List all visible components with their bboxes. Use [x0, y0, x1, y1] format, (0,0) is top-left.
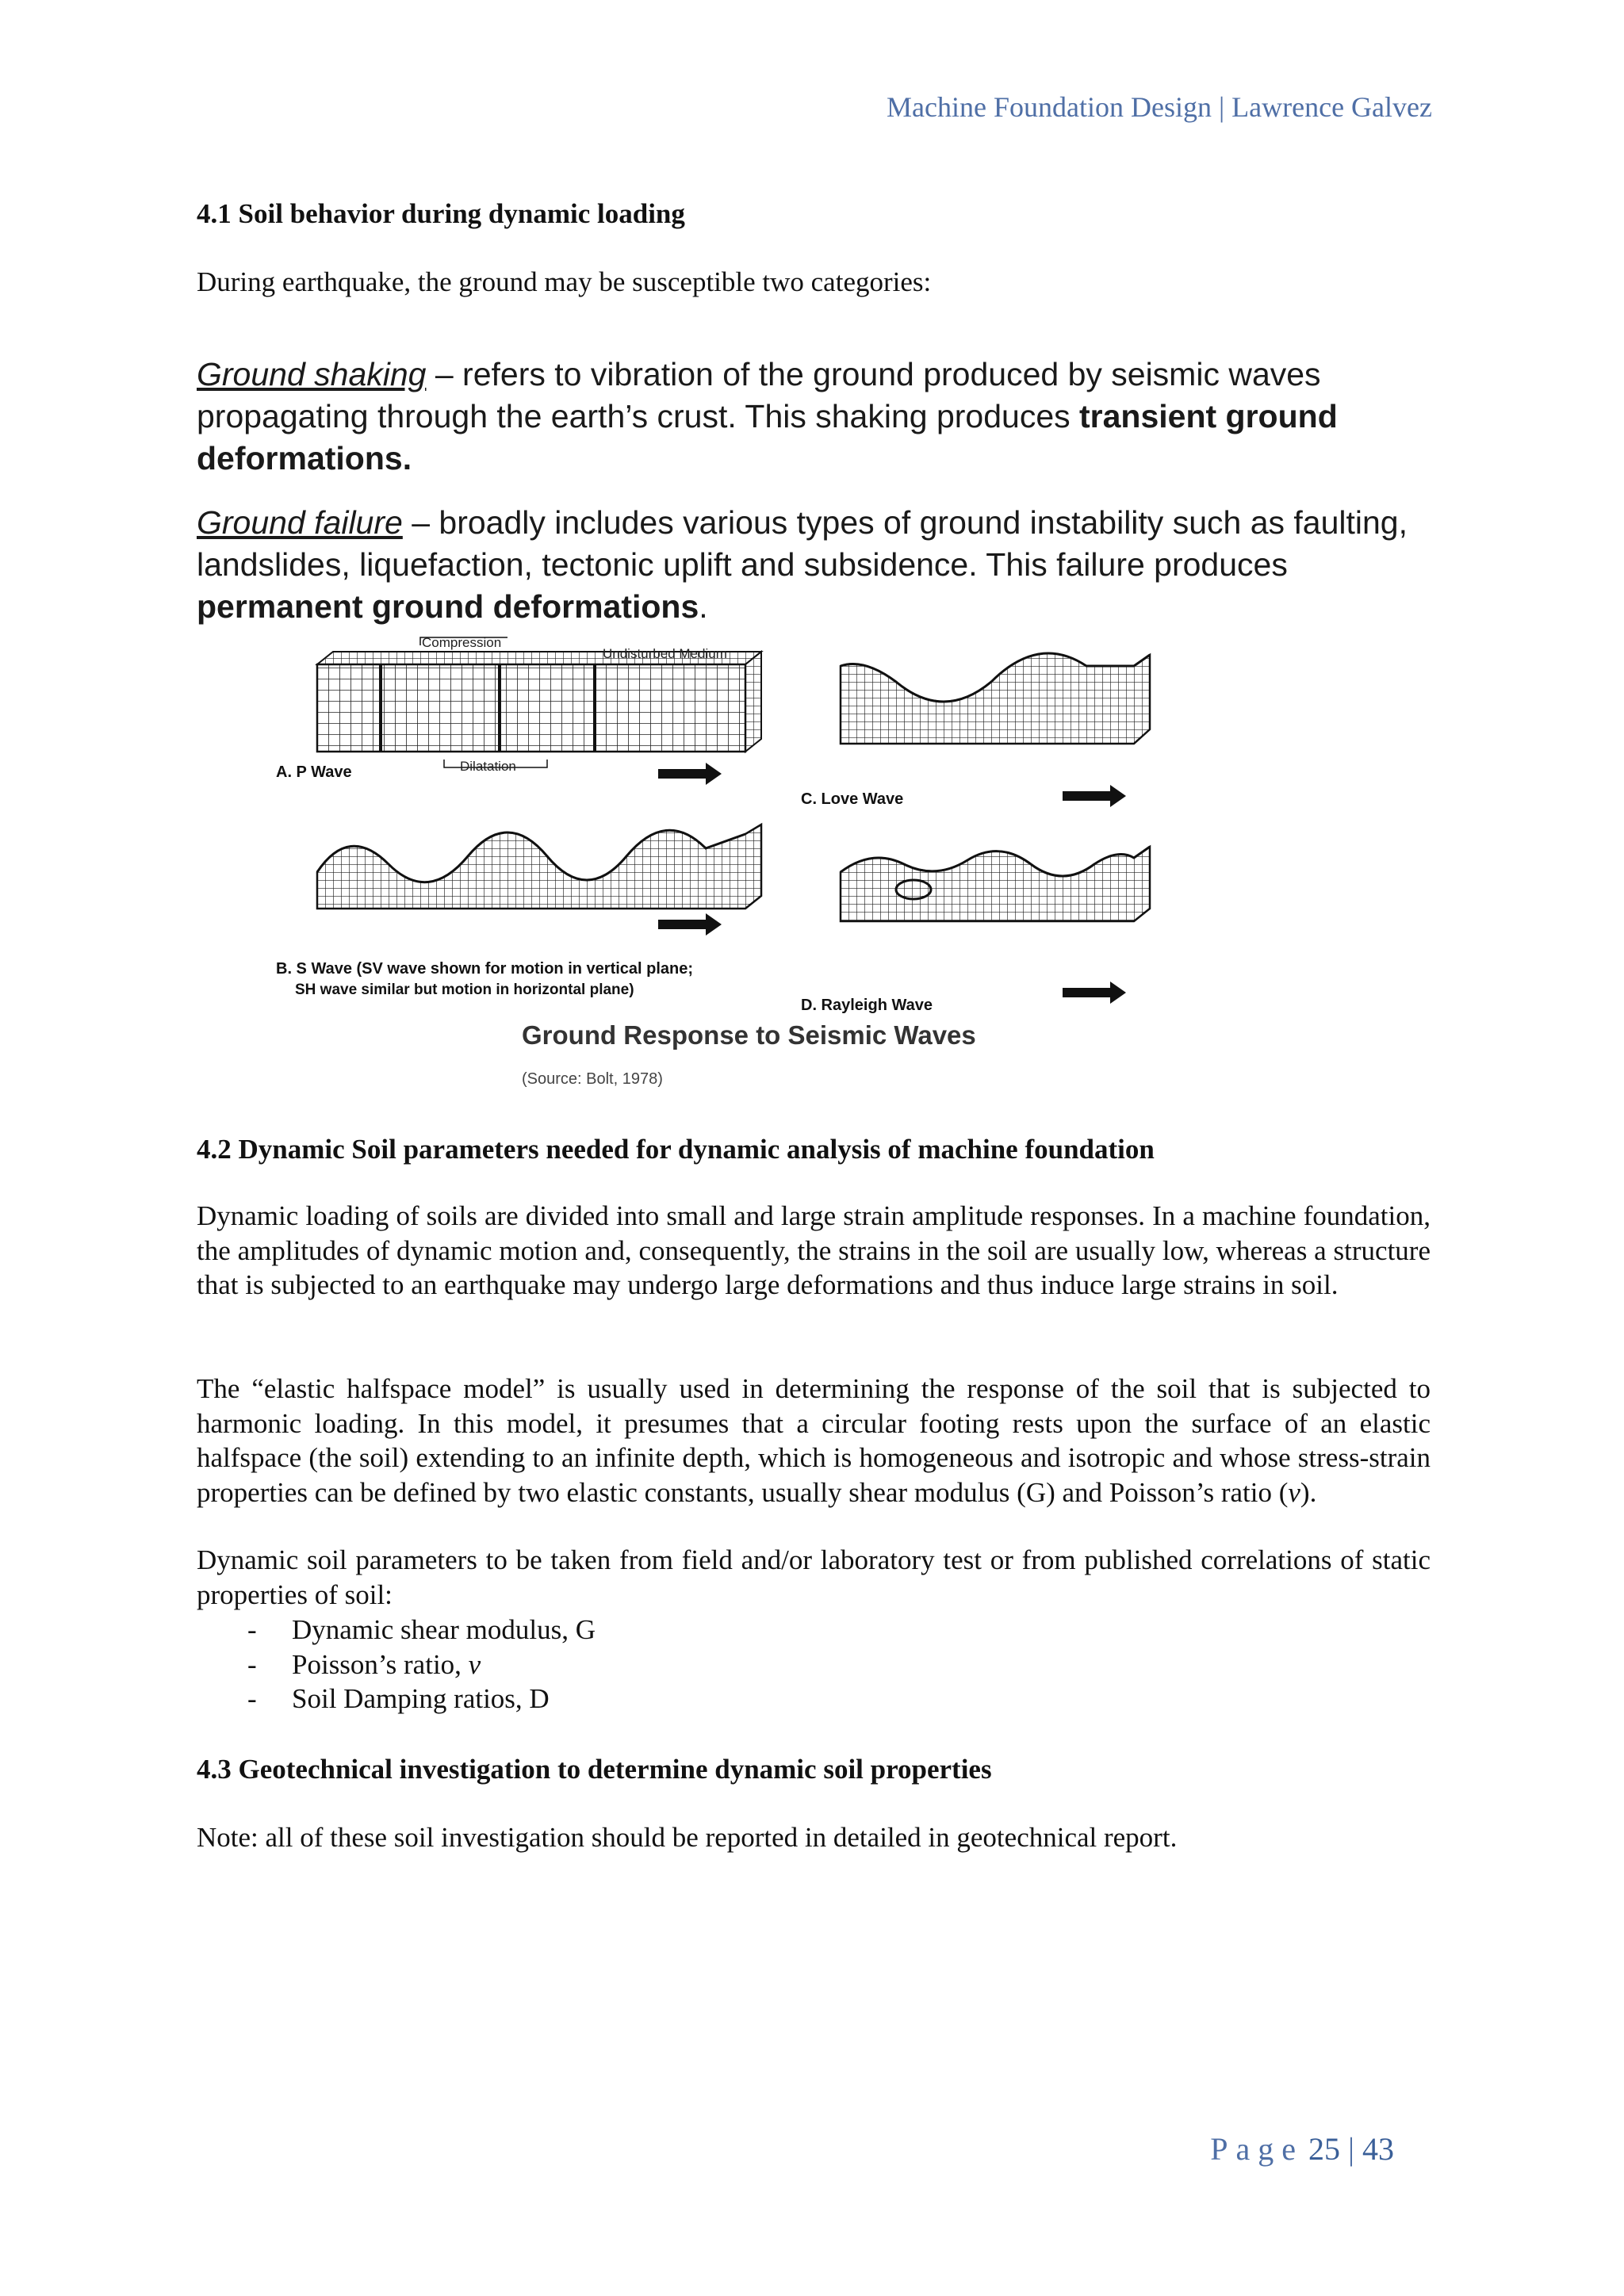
geotechnical-note: Note: all of these soil investigation should be reported in detailed in geotechnical report.	[197, 1822, 1178, 1853]
running-header: Machine Foundation Design | Lawrence Galvez	[887, 91, 1432, 123]
paragraph-parameter-sources: Dynamic soil parameters to be taken from field and/or laboratory test or from published correlations of static properties of soil:	[197, 1544, 1431, 1610]
page-number: Page 25 | 43	[1210, 2131, 1394, 2167]
love-wave-label: C. Love Wave	[801, 790, 904, 808]
ground-shaking-term: Ground shaking	[197, 356, 427, 392]
list-item: - Dynamic shear modulus, G	[247, 1614, 596, 1645]
ground-failure-emphasis: permanent ground deformations	[197, 588, 699, 625]
section-heading-4-2: 4.2 Dynamic Soil parameters needed for dynamic analysis of machine foundation	[197, 1134, 1155, 1165]
page-label: Page	[1210, 2131, 1304, 2167]
ground-shaking-text: – refers to vibration of the ground produced by seismic waves propagating through the earth’s crust. This shaking produces	[197, 356, 1321, 434]
section-heading-4-3: 4.3 Geotechnical investigation to determine dynamic soil properties	[197, 1754, 992, 1785]
ground-failure-text: – broadly includes various types of ground instability such as faulting, landslides, liquefaction, tectonic uplift and subsidence. This failure produces	[197, 504, 1408, 583]
ground-shaking-definition	[197, 354, 1442, 480]
list-item: - Poisson’s ratio, v	[247, 1648, 481, 1680]
ground-failure-term: Ground failure	[197, 504, 403, 541]
figure-source: (Source: Bolt, 1978)	[522, 1070, 663, 1088]
rayleigh-wave-diagram	[841, 847, 1150, 1004]
love-wave-diagram	[841, 653, 1150, 807]
s-wave-label-line1: B. S Wave (SV wave shown for motion in vertical plane;	[276, 960, 694, 978]
ground-failure-definition: Ground failure – broadly includes various types of ground instability such as faulting, landslides, liquefaction, tectonic uplift and subsidence. This failure produces permanent ground deformations.	[197, 504, 1408, 625]
s-wave-label-line2: SH wave similar but motion in horizontal plane)	[295, 982, 634, 998]
parameter-list	[197, 1613, 596, 1716]
ground-shaking-emphasis: transient ground deformations.	[197, 398, 1338, 476]
undisturbed-medium-label: Undisturbed Medium	[603, 646, 727, 661]
dilatation-label: Dilatation	[460, 759, 516, 774]
p-wave-label: A. P Wave	[276, 763, 352, 781]
section-heading-4-1: 4.1 Soil behavior during dynamic loading	[197, 198, 685, 229]
s-wave-diagram	[317, 825, 761, 936]
paragraph-strain-responses: Dynamic loading of soils are divided into small and large strain amplitude responses. In a machine foundation, the amplitudes of dynamic motion and, consequently, the strains in the soil are usually low, whereas a structure that is subjected to an earthquake may undergo large deformations and thus induce large strains in soil.	[197, 1200, 1431, 1300]
section-intro: During earthquake, the ground may be susceptible two categories:	[197, 266, 932, 297]
paragraph-halfspace-model: The “elastic halfspace model” is usually used in determining the response of the soil that is subjected to harmonic loading. In this model, it presumes that a circular footing rests upon the surface of an elastic halfspace (the soil) extending to an infinite depth, which is homogeneous and isotropic and whose stress-strain properties can be defined by two elastic constants, usually shear modulus (G) and Poisson’s ratio (v).	[197, 1373, 1431, 1508]
list-item: - Soil Damping ratios, D	[247, 1683, 550, 1714]
rayleigh-wave-label: D. Rayleigh Wave	[801, 997, 933, 1014]
compression-label: Compression	[422, 635, 502, 650]
figure-title: Ground Response to Seismic Waves	[522, 1020, 976, 1050]
